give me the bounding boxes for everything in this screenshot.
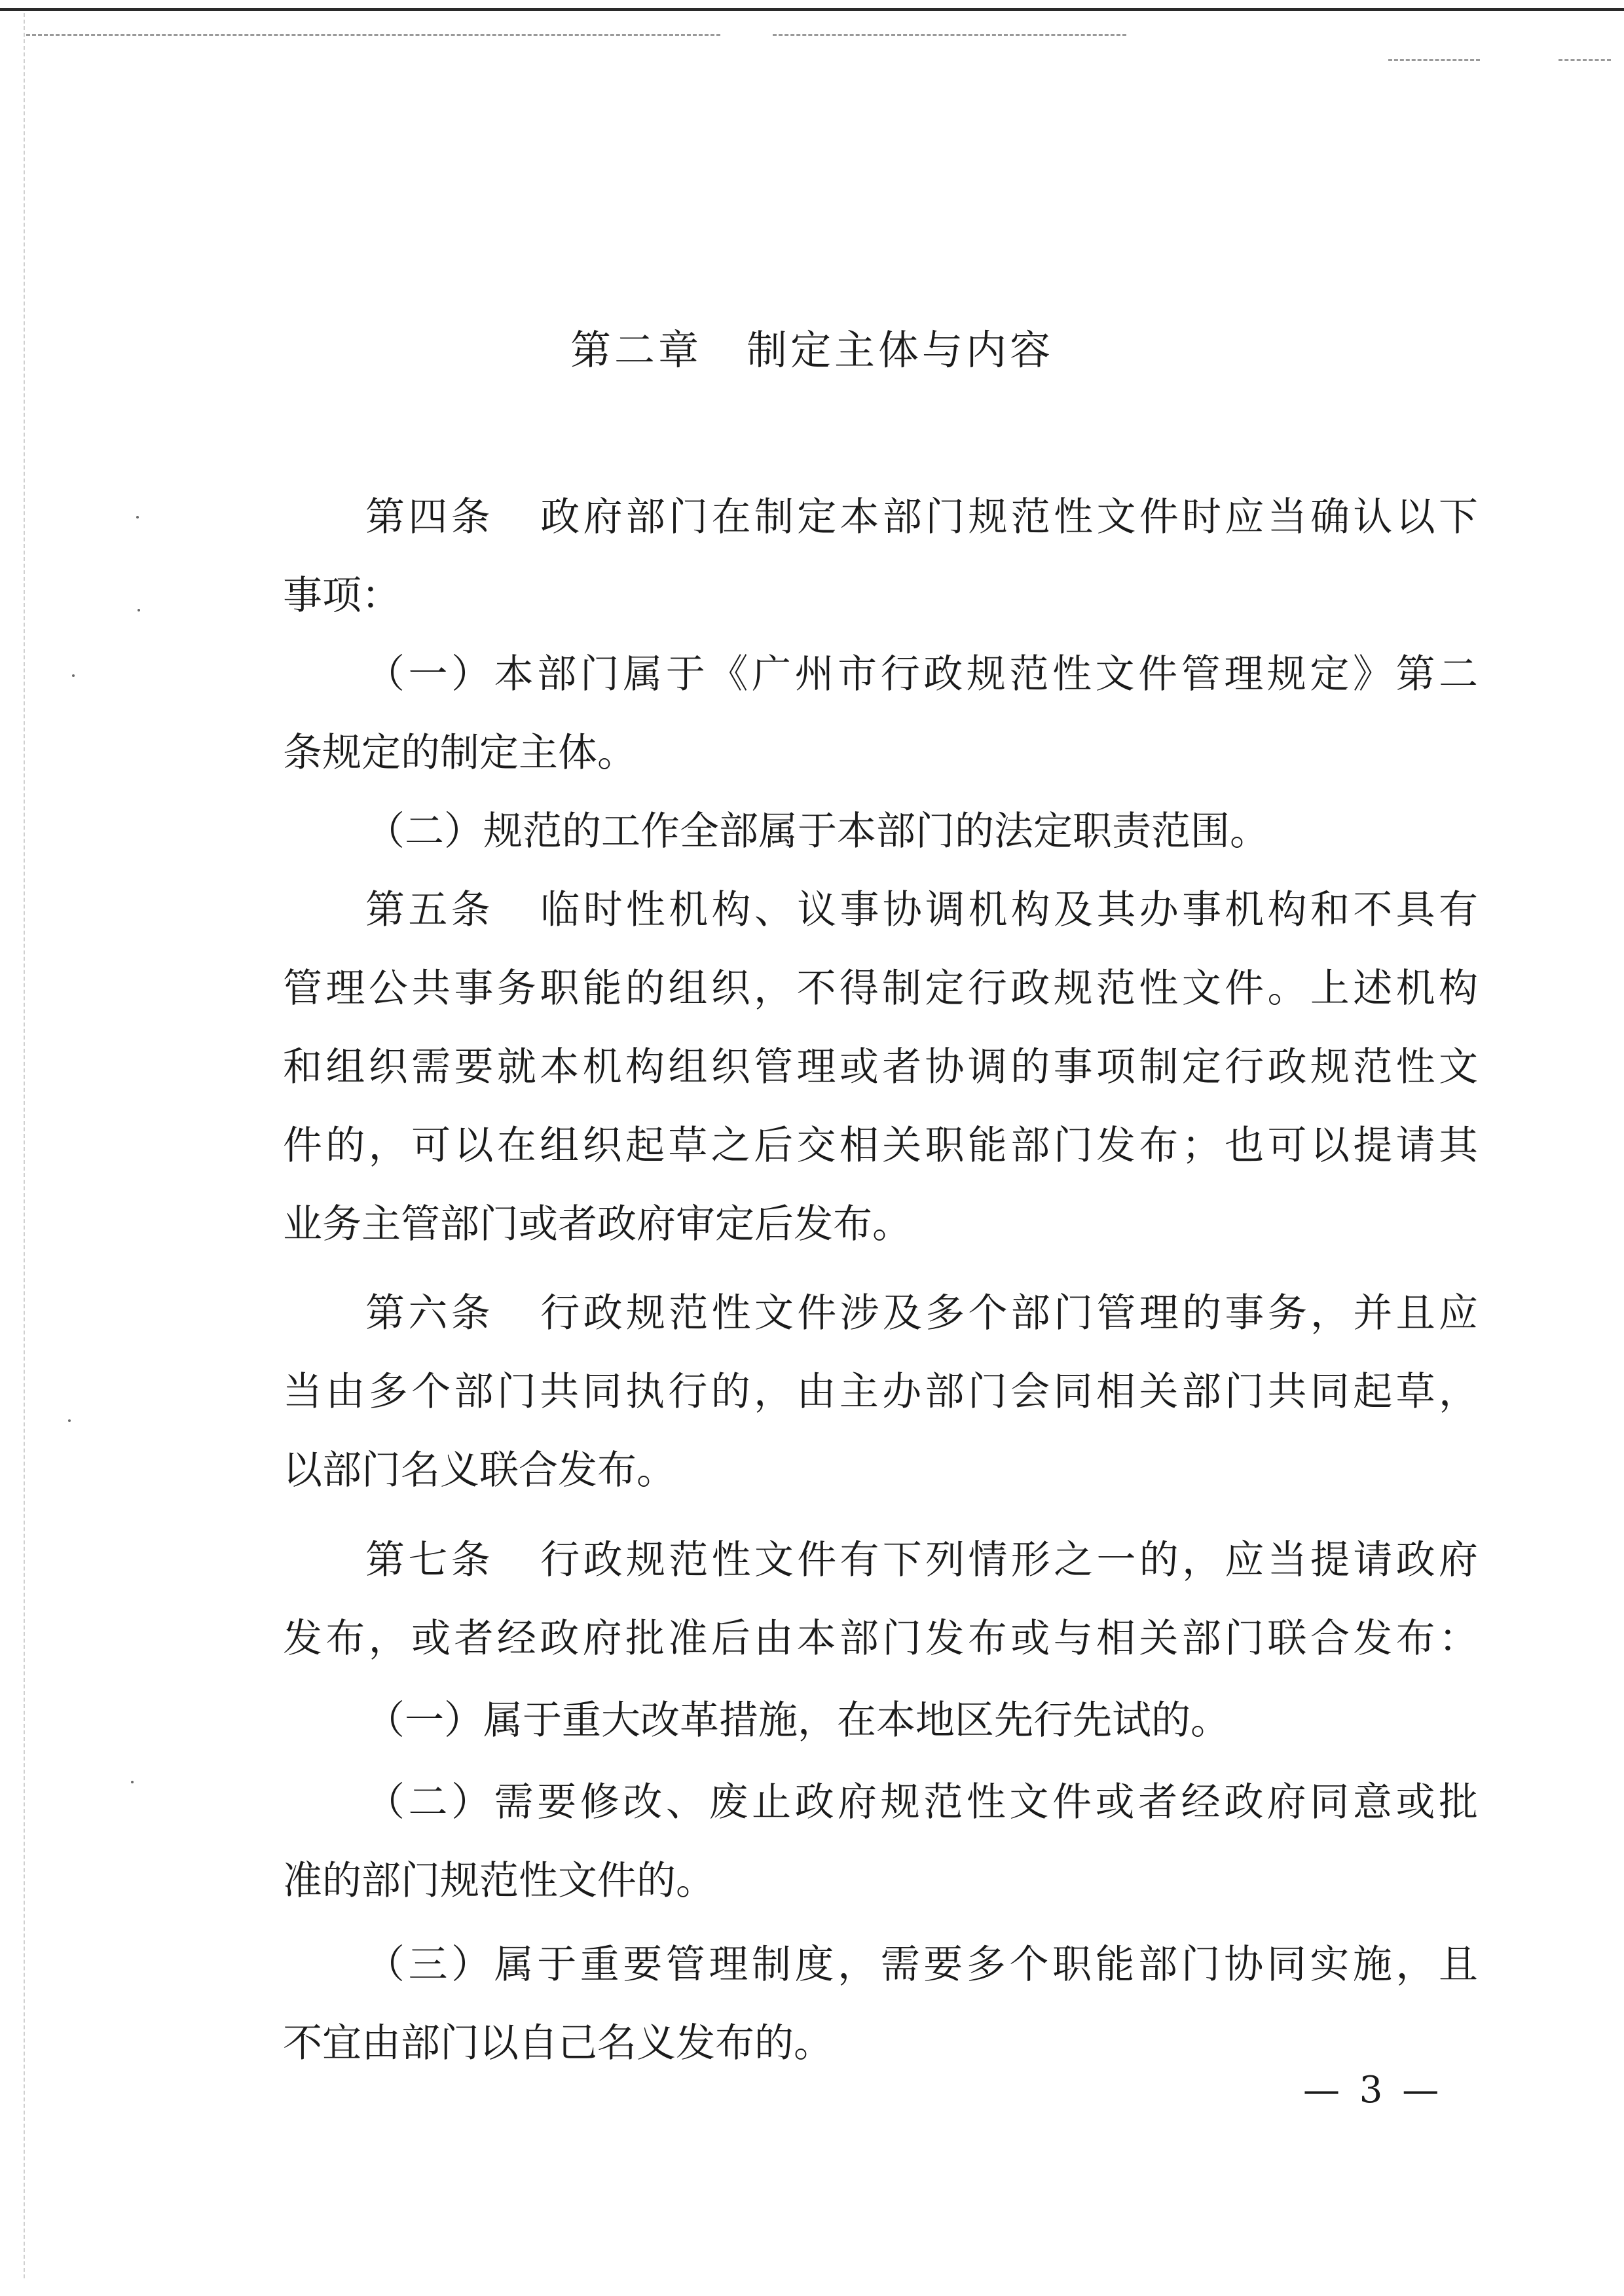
- article-7-item-line: 不宜由部门以自己名义发布的。: [283, 2020, 833, 2066]
- article-5-label: 第五条: [365, 887, 494, 933]
- article-6-line: 当由多个部门共同执行的，由主办部门会同相关部门共同起草，: [283, 1369, 1478, 1415]
- chapter-title: [0, 318, 1624, 376]
- article-7-line: 发布，或者经政府批准后由本部门发布或与相关部门联合发布：: [283, 1616, 1478, 1662]
- scan-speck: [138, 609, 140, 611]
- scan-dash-line: [773, 34, 1126, 36]
- article-4-line: 第四条 政府部门在制定本部门规范性文件时应当确认以下: [365, 494, 1479, 540]
- article-4-item-line: （二）规范的工作全部属于本部门的法定职责范围。: [365, 809, 1269, 854]
- article-7-item-line: 准的部门规范性文件的。: [283, 1858, 715, 1904]
- scan-speck: [68, 1419, 71, 1422]
- article-7-item-line: （三）属于重要管理制度，需要多个职能部门协同实施，且: [365, 1942, 1478, 1988]
- article-5-line: 和组织需要就本机构组织管理或者协调的事项制定行政规范性文: [283, 1044, 1478, 1090]
- article-4-label: 第四条: [365, 494, 494, 540]
- scan-top-border: [0, 8, 1624, 11]
- scan-speck: [131, 1781, 134, 1783]
- article-4-item-line: 条规定的制定主体。: [283, 730, 637, 776]
- scan-speck: [136, 516, 139, 519]
- article-6-line: 第六条 行政规范性文件涉及多个部门管理的事务，并且应: [365, 1290, 1479, 1336]
- article-7-label: 第七条: [365, 1537, 494, 1583]
- article-5-line: 管理公共事务职能的组织，不得制定行政规范性文件。上述机构: [283, 966, 1478, 1011]
- article-6-line: 以部门名义联合发布。: [283, 1448, 676, 1493]
- article-5-line: 业务主管部门或者政府审定后发布。: [283, 1201, 912, 1247]
- scan-dash-line: [26, 34, 720, 36]
- chapter-name: 制定主体与内容: [747, 326, 1054, 374]
- chapter-number: 第二章: [570, 326, 702, 374]
- article-5-line: 第五条 临时性机构、议事协调机构及其办事机构和不具有: [365, 887, 1479, 933]
- article-7-item-line: （一）属于重大改革措施，在本地区先行先试的。: [365, 1698, 1230, 1743]
- scan-speck: [72, 674, 75, 677]
- article-4-line: 事项：: [283, 573, 401, 619]
- scan-dash-line: [1388, 59, 1480, 61]
- article-7-line: 第七条 行政规范性文件有下列情形之一的，应当提请政府: [365, 1537, 1479, 1583]
- article-7-item-line: （二）需要修改、废止政府规范性文件或者经政府同意或批: [365, 1779, 1478, 1825]
- article-4-item-line: （一）本部门属于《广州市行政规范性文件管理规定》第二: [365, 651, 1478, 697]
- article-6-label: 第六条: [365, 1290, 494, 1336]
- article-5-line: 件的，可以在组织起草之后交相关职能部门发布；也可以提请其: [283, 1123, 1478, 1169]
- page-number: — 3 —: [1303, 2069, 1443, 2111]
- scan-dash-line: [1559, 59, 1611, 61]
